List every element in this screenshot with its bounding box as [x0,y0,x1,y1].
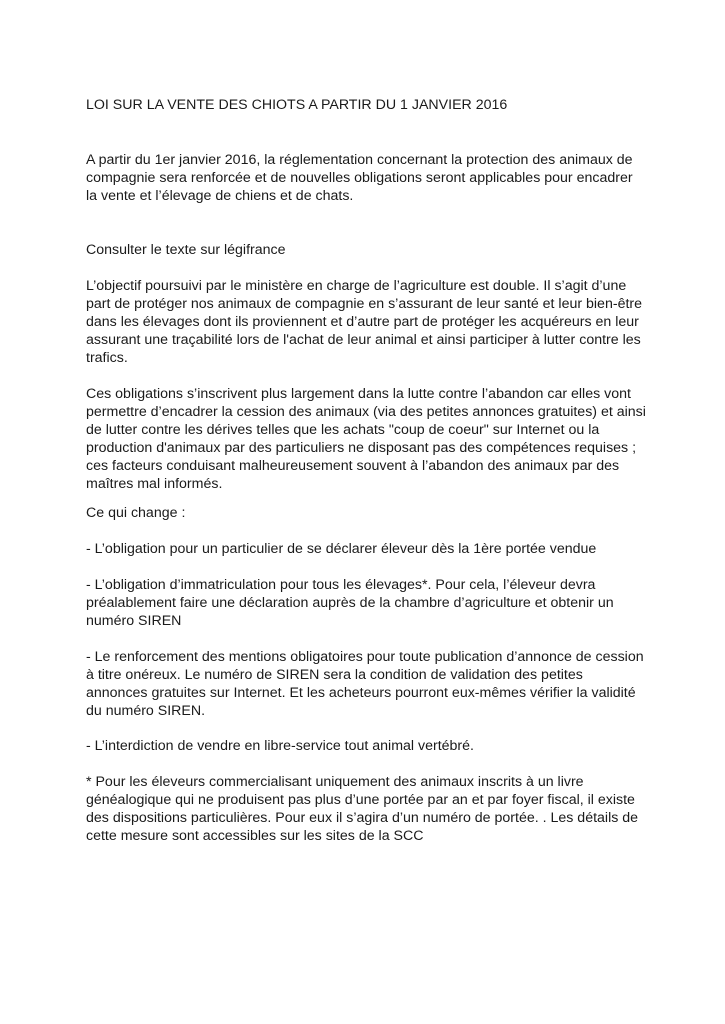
change-item-declaration: - L’obligation pour un particulier de se déclarer éleveur dès la 1ère portée vendue [86,541,597,557]
document-title: LOI SUR LA VENTE DES CHIOTS A PARTIR DU 1 JANVIER 2016 [86,97,508,113]
change-item-interdiction: - L’interdiction de vendre en libre-service tout animal vertébré. [86,738,474,754]
objective-paragraph: L’objectif poursuivi par le ministère en charge de l’agriculture est double. Il s’agit d’une part de protéger nos animaux de compagnie en s’assurant de leur santé et leur bien-être dans les élevages dont ils proviennent et d’autre part de protéger les acquéreurs en leur assurant une traçabilité lors de l'achat de leur animal et ainsi participer à lutter contre les trafics. [86,278,643,366]
change-item-mentions: - Le renforcement des mentions obligatoires pour toute publication d’annonce de cession à titre onéreux. Le numéro de SIREN sera la condition de validation des petites annonces gratuites sur Internet. Et les acheteurs pourront eux-mêmes vérifier la validité du numéro SIREN. [86,649,644,719]
obligations-paragraph: Ces obligations s’inscrivent plus largement dans la lutte contre l’abandon car elles vont permettre d’encadrer la cession des animaux (via des petites annonces gratuites) et ainsi de lutter contre les dérives telles que les achats "coup de coeur" sur Internet ou la production d'animaux par des particuliers ne disposant pas des compétences requises ; ces facteurs conduisant malheureusement souvent à l’abandon des animaux par des maîtres mal informés. [86,386,646,492]
legifrance-link[interactable]: Consulter le texte sur légifrance [86,242,286,258]
change-item-immatriculation: - L’obligation d’immatriculation pour tous les élevages*. Pour cela, l’éleveur devra préalablement faire une déclaration auprès de la chambre d’agriculture et obtenir un numéro SIREN [86,577,614,629]
changes-heading: Ce qui change : [86,505,186,521]
footnote-paragraph: * Pour les éleveurs commercialisant uniquement des animaux inscrits à un livre généalogique qui ne produisent pas plus d’une portée par an et par foyer fiscal, il existe des dispositions particulières. Pour eux il s’agira d’un numéro de portée. . Les détails de cette mesure sont accessibles sur les sites de la SCC [86,774,639,844]
intro-paragraph: A partir du 1er janvier 2016, la réglementation concernant la protection des animaux de compagnie sera renforcée et de nouvelles obligations seront applicables pour encadrer la vente et l’élevage de chiens et de chats. [86,152,633,204]
